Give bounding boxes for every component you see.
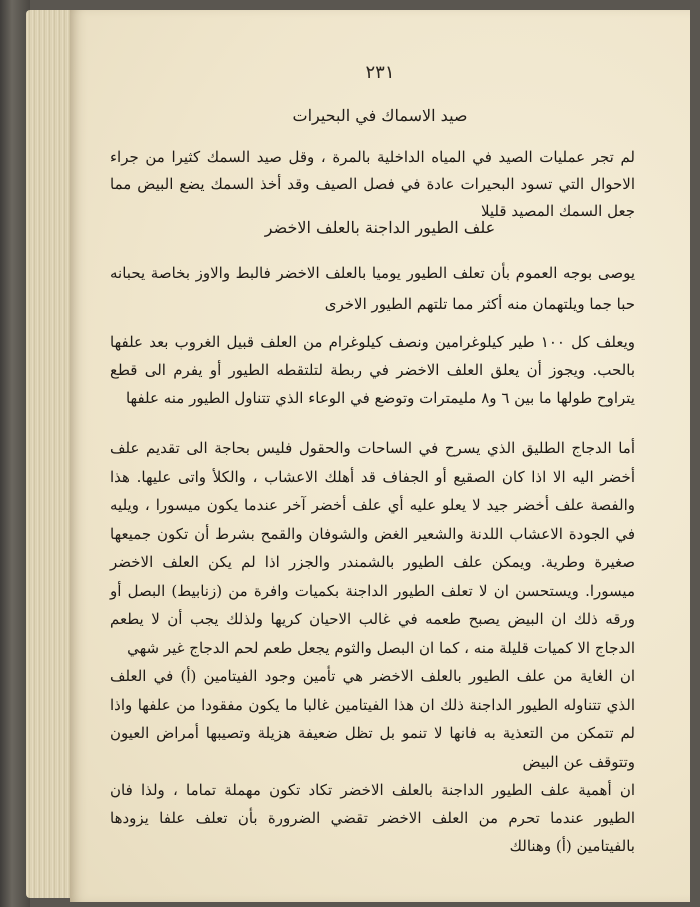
book-page [70,10,690,902]
page-number: ٢٣١ [365,62,395,83]
paragraph-vitamin-a: ان الغاية من علف الطيور بالعلف الاخضر هي تأمين وجود الفيتامين (أ) في العلف الذي تتناوله الطيور الداجنة ذلك ان هذا الفيتامين غالبا ما يكون مفقودا من علفها واذا لم تتمكن من التعذية به فانها لا تنمو بل تظل ضعيفة هزيلة وتصيبها أمراض العيون وتتوقف عن البيض [110,667,635,771]
paragraph-lake-fishing: لم تجر عمليات الصيد في المياه الداخلية بالمرة ، وقل صيد السمك كثيرا من جراء الاحوال التي تسود البحيرات عادة في فصل الصيف وقد أخذ السمك يضع البيض مما جعل السمك المصيد قليلا [110,148,636,220]
paragraph-free-range-chickens: أما الدجاج الطليق الذي يسرح في الساحات والحقول فليس بحاجة الى تقديم علف أخضر اليه الا اذا كان الصقيع أو الجفاف قد أهلك الاعشاب ، والكلأ واتى عليها. هذا والفصة علف أخضر جيد لا يعلو عليه أي علف أخضر آخر عندما يكون ميسورا ، ويليه في الجودة الاعشاب اللدنة والشعير الغض والشوفان والقمح بشرط أن تكون جميعها صغيرة وطرية. ويمكن علف الطيور بالشمندر والجزر اذا لم يكن العلف الاخضر ميسورا. ويستحسن ان لا تعلف الطيور الداجنة بكميات وافرة من (زنابيط) البصل أو ورقه ذلك ان البيض يصبح طعمه في غالب الاحيان كريها ولذلك يجب أن لا يطعم الدجاج الا كميات قليلة منه ، كما ان البصل والثوم يجعل طعم لحم الدجاج غير شهي [110,439,635,657]
paragraph-feeding-quantity: ويعلف كل ١٠٠ طير كيلوغرامين ونصف كيلوغرام من العلف قبيل الغروب بعد علفها بالحب. ويجوز أن يعلق العلف الاخضر في ربطة لتلتقطه الطيور أو يفرم الى قطع يتراوح طولها ما بين ٦ و٨ مليمترات وتوضع في الوعاء الذي تتناول الطيور منه علفها [110,333,636,407]
section-heading-poultry-green-feed: علف الطيور الداجنة بالعلف الاخضر [264,218,496,237]
paragraph-green-feed-recommendation: يوصى بوجه العموم بأن تعلف الطيور يوميا بالعلف الاخضر فالبط والاوز بخاصة يحبانه حبا جما ويلتهمان منه أكثر مما تلتهم الطيور الاخرى [110,264,635,313]
section-heading-lake-fishing: صيد الاسماك في البحيرات [292,106,468,125]
paragraph-importance: ان أهمية علف الطيور الداجنة بالعلف الاخضر تكاد تكون مهملة تماما ، ولذا فان الطيور عندما تحرم من العلف الاخضر تقضي الضرورة بأن تعلف علفا يزودها بالفيتامين (أ) وهنالك [110,781,635,855]
